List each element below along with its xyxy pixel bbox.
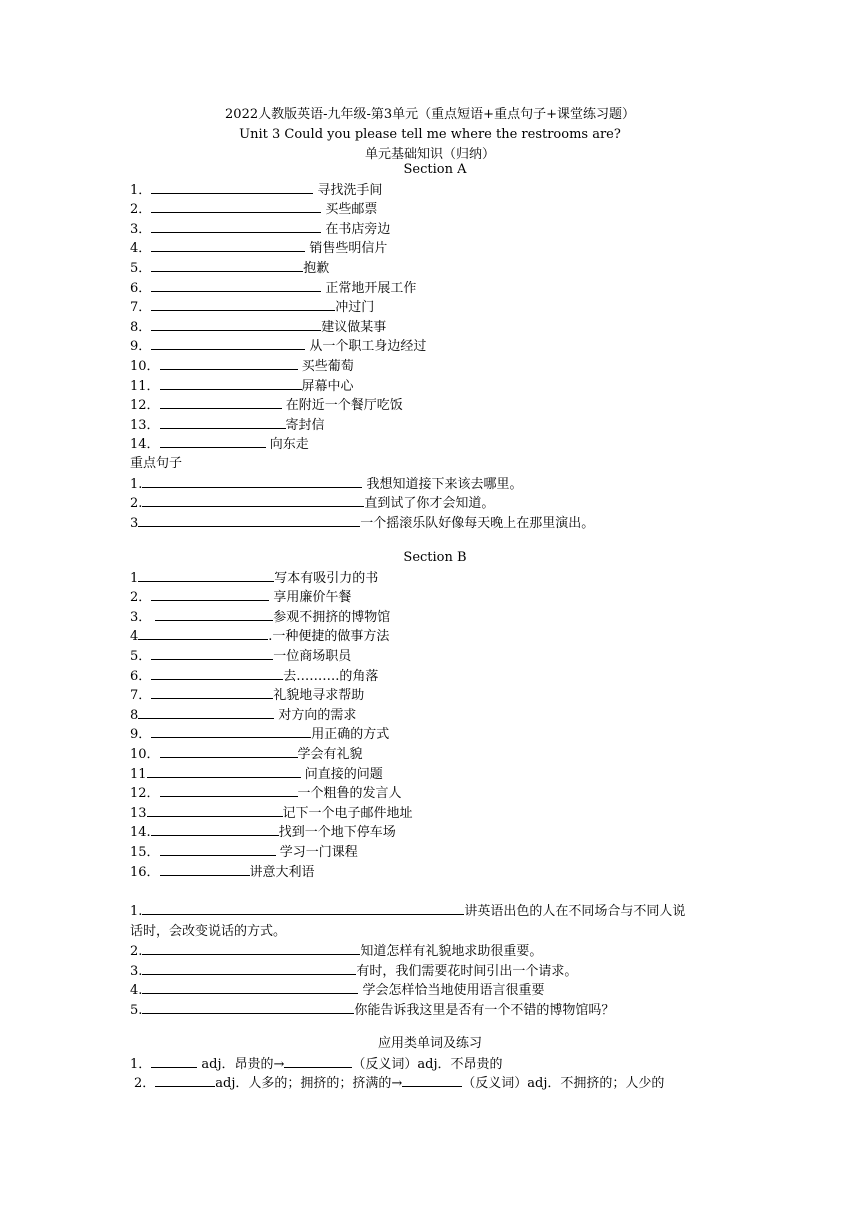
phrase-item <box>130 685 740 705</box>
answer-blank[interactable] <box>402 1073 462 1087</box>
phrase-item <box>130 666 740 686</box>
item-number: 2． <box>134 1076 156 1092</box>
item-number: 4. <box>130 983 143 999</box>
item-prompt: 建议做某事 <box>321 319 387 335</box>
answer-blank[interactable] <box>151 1054 197 1068</box>
answer-blank[interactable] <box>160 862 250 876</box>
item-number: 1． <box>130 1056 152 1072</box>
item-number: 13． <box>130 417 160 433</box>
item-number: 14. <box>130 825 151 841</box>
item-number: 11． <box>130 378 160 394</box>
item-prompt: 在附近一个餐厅吃饭 <box>285 398 403 414</box>
answer-blank[interactable] <box>151 587 269 601</box>
item-number: 6． <box>130 668 152 684</box>
item-number: 7． <box>130 300 152 316</box>
answer-blank[interactable] <box>142 474 362 488</box>
item-prompt: 参观不拥挤的博物馆 <box>273 609 391 625</box>
item-prompt: 礼貌地寻求帮助 <box>273 688 365 704</box>
answer-blank[interactable] <box>142 980 358 994</box>
phrase-item <box>130 238 740 258</box>
phrase-item <box>130 258 740 278</box>
sentence-item <box>130 513 740 533</box>
item-prompt-continued: 话时，会改变说话的方式。 <box>130 923 287 939</box>
phrase-item <box>130 626 740 646</box>
item-number: 12． <box>130 786 160 802</box>
answer-blank[interactable] <box>138 568 274 582</box>
answer-blank[interactable] <box>151 238 305 252</box>
sentence-item <box>130 1000 735 1020</box>
phrase-item <box>130 199 740 219</box>
item-prompt: 问直接的问题 <box>304 766 383 782</box>
answer-blank[interactable] <box>160 415 286 429</box>
answer-blank[interactable] <box>160 356 298 370</box>
phrase-item <box>130 587 740 607</box>
phrase-item <box>130 842 740 862</box>
phrase-item <box>130 724 740 744</box>
sentence-item <box>130 493 740 513</box>
answer-blank[interactable] <box>151 278 321 292</box>
answer-blank[interactable] <box>151 336 305 350</box>
answer-blank[interactable] <box>147 764 301 778</box>
vocab-item <box>130 1054 750 1074</box>
sentence-item <box>130 941 735 961</box>
item-number: 2． <box>130 202 152 218</box>
vocab-item <box>130 1073 750 1093</box>
phrase-item <box>130 764 740 784</box>
answer-blank[interactable] <box>151 317 321 331</box>
section-b-sentences <box>130 901 735 1020</box>
answer-blank[interactable] <box>160 434 266 448</box>
item-prompt: 一个摇滚乐队好像每天晚上在那里演出。 <box>360 515 595 531</box>
item-prompt: 正常地开展工作 <box>325 280 417 296</box>
item-number: 8 <box>130 707 139 723</box>
answer-blank[interactable] <box>155 607 273 621</box>
answer-blank[interactable] <box>160 395 282 409</box>
item-prompt: 直到试了你才会知道。 <box>364 496 495 512</box>
item-prompt: 向东走 <box>269 437 309 453</box>
item-number: 2． <box>130 590 152 606</box>
phrase-item <box>130 278 740 298</box>
phrase-item <box>130 783 740 803</box>
item-number: 3. <box>130 963 143 979</box>
phrase-item <box>130 568 740 588</box>
phrase-item <box>130 646 740 666</box>
item-prompt: 讲意大利语 <box>249 864 315 880</box>
section-b-heading: Section B <box>403 550 467 565</box>
section-a <box>130 160 740 532</box>
phrase-item <box>130 180 740 200</box>
answer-blank[interactable] <box>142 493 364 507</box>
item-prompt: 记下一个电子邮件地址 <box>282 805 413 821</box>
item-prompt: 学会怎样恰当地使用语言很重要 <box>362 983 545 999</box>
answer-blank[interactable] <box>155 1073 215 1087</box>
answer-blank[interactable] <box>284 1054 352 1068</box>
item-number: 1. <box>130 476 143 492</box>
item-number: 1 <box>130 570 139 586</box>
item-number: 1． <box>130 182 152 198</box>
item-number: 11 <box>130 766 147 782</box>
vocab-heading: 应用类单词及练习 <box>377 1036 482 1051</box>
item-prompt: 销售些明信片 <box>309 241 388 257</box>
answer-blank[interactable] <box>160 376 302 390</box>
item-number: 16． <box>130 864 160 880</box>
item-number: 1. <box>130 904 143 919</box>
item-prompt: 享用廉价午餐 <box>273 590 352 606</box>
answer-blank[interactable] <box>151 685 273 699</box>
item-number: 5． <box>130 648 152 664</box>
item-prompt: （反义词）adj．不拥挤的；人少的 <box>462 1076 665 1092</box>
answer-blank[interactable] <box>151 258 303 272</box>
item-number: 9． <box>130 339 152 355</box>
item-prompt: 寻找洗手间 <box>317 182 383 198</box>
answer-blank[interactable] <box>151 297 335 311</box>
phrase-item <box>130 607 740 627</box>
sentence-item <box>130 901 735 941</box>
answer-blank[interactable] <box>142 901 464 915</box>
item-number: 9． <box>130 727 152 743</box>
vocab-section <box>130 1034 750 1093</box>
answer-blank[interactable] <box>138 626 268 640</box>
phrase-item <box>130 336 740 356</box>
phrase-item <box>130 862 740 882</box>
item-prompt: 从一个职工身边经过 <box>309 339 427 355</box>
item-prompt: 买些邮票 <box>325 202 378 218</box>
phrase-item <box>130 219 740 239</box>
answer-blank[interactable] <box>151 199 321 213</box>
item-number: 5． <box>130 260 152 276</box>
phrase-item <box>130 803 740 823</box>
item-prompt: 一个粗鲁的发言人 <box>297 786 402 802</box>
item-prompt: adj．人多的；拥挤的；挤满的→ <box>215 1076 403 1092</box>
item-prompt: 一位商场职员 <box>273 648 352 664</box>
item-number: 3． <box>130 221 152 237</box>
item-number: 10． <box>130 746 160 762</box>
item-number: 5. <box>130 1002 143 1018</box>
document-title: 2022人教版英语-九年级-第3单元（重点短语+重点句子+课堂练习题） <box>225 107 635 122</box>
item-number: 2. <box>130 944 143 960</box>
item-prompt: adj．昂贵的→ <box>201 1056 285 1072</box>
answer-blank[interactable] <box>151 180 313 194</box>
item-number: 3． <box>130 609 152 625</box>
item-number: 8． <box>130 319 152 335</box>
item-number: 12． <box>130 398 160 414</box>
answer-blank[interactable] <box>151 724 311 738</box>
item-number: 15． <box>130 844 160 860</box>
item-prompt: 写本有吸引力的书 <box>274 570 379 586</box>
answer-blank[interactable] <box>147 803 283 817</box>
item-prompt: 冲过门 <box>335 300 375 316</box>
answer-blank[interactable] <box>142 961 356 975</box>
answer-blank[interactable] <box>160 842 276 856</box>
document-subtitle: 单元基础知识（归纳） <box>364 147 495 162</box>
answer-blank[interactable] <box>151 646 273 660</box>
item-number: 4． <box>130 241 152 257</box>
section-a-heading: Section A <box>403 162 467 177</box>
sentence-item <box>130 980 735 1000</box>
item-prompt: 学习一门课程 <box>279 844 358 860</box>
phrase-item <box>130 705 740 725</box>
item-number: 7． <box>130 688 152 704</box>
sentence-item <box>130 474 740 494</box>
item-prompt: 你能告诉我这里是否有一个不错的博物馆吗？ <box>354 1002 615 1018</box>
item-number: 14． <box>130 437 160 453</box>
answer-blank[interactable] <box>160 744 298 758</box>
item-number: 2. <box>130 496 143 512</box>
phrase-item <box>130 822 740 842</box>
key-sentences-heading: 重点句子 <box>130 455 183 471</box>
answer-blank[interactable] <box>138 705 274 719</box>
phrase-item <box>130 415 740 435</box>
item-prompt: 讲英语出色的人在不同场合与不同人说 <box>464 904 686 919</box>
sentence-item <box>130 961 735 981</box>
item-prompt: .一种便捷的做事方法 <box>268 629 390 645</box>
phrase-item <box>130 356 740 376</box>
item-prompt: 知道怎样有礼貌地求助很重要。 <box>360 944 543 960</box>
answer-blank[interactable] <box>138 513 360 527</box>
item-number: 10． <box>130 358 160 374</box>
item-prompt: 我想知道接下来该去哪里。 <box>366 476 523 492</box>
phrase-item <box>130 744 740 764</box>
phrase-item <box>130 395 740 415</box>
phrase-item <box>130 317 740 337</box>
item-number: 13 <box>130 805 147 821</box>
answer-blank[interactable] <box>142 1000 354 1014</box>
item-number: 3 <box>130 515 139 531</box>
item-number: 6． <box>130 280 152 296</box>
document-header <box>0 105 860 165</box>
unit-title: Unit 3 Could you please tell me where the restrooms are? <box>239 127 621 142</box>
answer-blank[interactable] <box>160 783 298 797</box>
phrase-item <box>130 297 740 317</box>
item-prompt: 买些葡萄 <box>301 358 354 374</box>
item-prompt: 用正确的方式 <box>311 727 390 743</box>
answer-blank[interactable] <box>151 666 283 680</box>
phrase-item <box>130 434 740 454</box>
answer-blank[interactable] <box>151 822 279 836</box>
item-prompt: 屏幕中心 <box>301 378 354 394</box>
item-prompt: 去……….的角落 <box>283 668 379 684</box>
item-prompt: 找到一个地下停车场 <box>278 825 396 841</box>
answer-blank[interactable] <box>142 941 360 955</box>
item-prompt: 抱歉 <box>303 260 330 276</box>
item-prompt: （反义词）adj．不昂贵的 <box>352 1056 503 1072</box>
item-prompt: 寄封信 <box>285 417 325 433</box>
item-prompt: 在书店旁边 <box>325 221 391 237</box>
phrase-item <box>130 376 740 396</box>
item-prompt: 学会有礼貌 <box>297 746 363 762</box>
item-prompt: 对方向的需求 <box>278 707 357 723</box>
answer-blank[interactable] <box>151 219 321 233</box>
item-number: 4 <box>130 629 139 645</box>
item-prompt: 有时，我们需要花时间引出一个请求。 <box>356 963 578 979</box>
section-b <box>130 548 740 881</box>
